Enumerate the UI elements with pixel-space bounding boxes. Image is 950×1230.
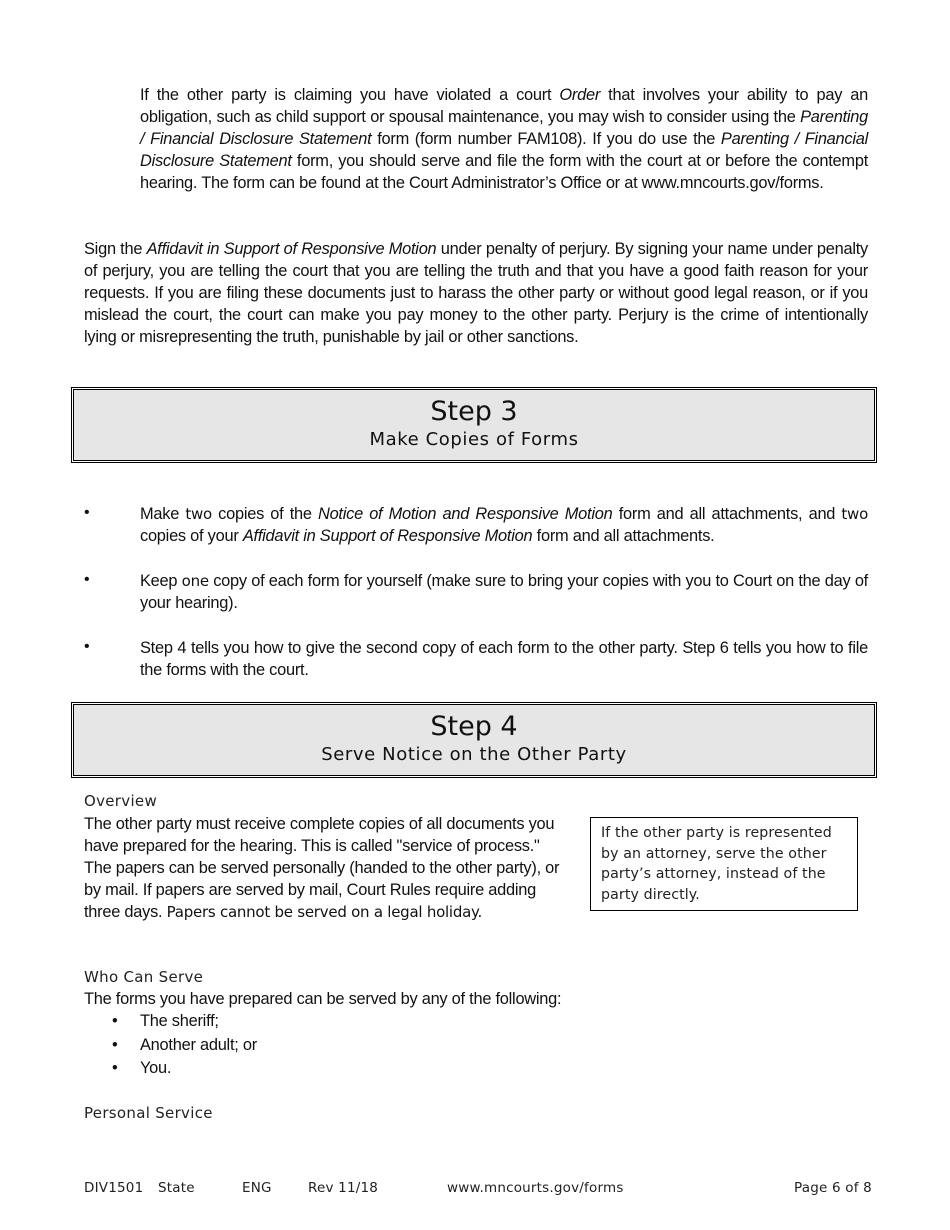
step-3-header xyxy=(73,389,875,461)
footer-url[interactable]: www.mncourts.gov/forms xyxy=(447,1180,624,1196)
keep-copy-bullet: Keep one copy of each form for yourself (make sure to bring your copies with you to Court on the day of your hearing). xyxy=(140,572,868,612)
bullet-icon: • xyxy=(84,638,90,655)
footer-revision: Rev 11/18 xyxy=(308,1180,379,1196)
personal-service-heading: Personal Service xyxy=(84,1104,213,1122)
footer-language: ENG xyxy=(242,1180,272,1196)
list-item: • Another adult; or xyxy=(84,1034,257,1058)
attorney-note-box: If the other party is represented by an attorney, serve the other party’s attorney, instead of the party directly. xyxy=(590,817,858,911)
step-4-title: Step 4 xyxy=(430,711,518,742)
bullet-icon: • xyxy=(84,504,90,521)
perjury-paragraph: Sign the Affidavit in Support of Responsive Motion under penalty of perjury. By signing your name under penalty of perjury, you are telling the court that you are telling the truth and that you have a good faith reason for your requests. If you are filing these documents just to harass the other party or without good legal reason, or if you mislead the court, the court can make you pay money to the other party. Perjury is the crime of intentionally lying or misrepresenting the truth, punishable by jail or other sanctions. xyxy=(84,240,869,346)
footer-state: State xyxy=(158,1180,195,1196)
step-3-title: Step 3 xyxy=(430,396,518,427)
footer-page-number: Page 6 of 8 xyxy=(794,1180,872,1196)
list-item: • You. xyxy=(84,1057,257,1081)
step-4-header xyxy=(73,704,875,776)
step-4-subtitle: Serve Notice on the Other Party xyxy=(321,744,627,765)
who-can-serve-text: The forms you have prepared can be served by any of the following: xyxy=(84,990,562,1008)
list-item: • The sheriff; xyxy=(84,1010,257,1034)
step-3-subtitle: Make Copies of Forms xyxy=(369,429,579,450)
overview-heading: Overview xyxy=(84,792,158,810)
contempt-paragraph: If the other party is claiming you have violated a court Order that involves your ability to pay an obligation, such as child support or spousal maintenance, you may wish to consider using the Parenting / Financial Disclosure Statement form (form number FAM108). If you do use the Parenting / Financial Disclosure Statement form, you should serve and file the form with the court at or before the contempt hearing. The form can be found at the Court Administrator’s Office or at www.mncourts.gov/forms. xyxy=(140,86,869,192)
footer-form-id: DIV1501 xyxy=(84,1180,144,1196)
who-can-serve-heading: Who Can Serve xyxy=(84,968,204,986)
server-list xyxy=(84,1010,257,1081)
step-reference-bullet: Step 4 tells you how to give the second copy of each form to the other party. Step 6 tells you how to file the forms with the court. xyxy=(140,639,868,679)
copies-bullet: Make two copies of the Notice of Motion and Responsive Motion form and all attachments, and two copies of your Affidavit in Support of Responsive Motion form and all attachments. xyxy=(140,505,868,545)
bullet-icon: • xyxy=(84,571,90,588)
overview-paragraph: The other party must receive complete copies of all documents you have prepared for the hearing. This is called "service of process." The papers can be served personally (handed to the other party), or by mail. If papers are served by mail, Court Rules require adding three days. Papers cannot be served on a legal holiday. xyxy=(84,815,560,921)
